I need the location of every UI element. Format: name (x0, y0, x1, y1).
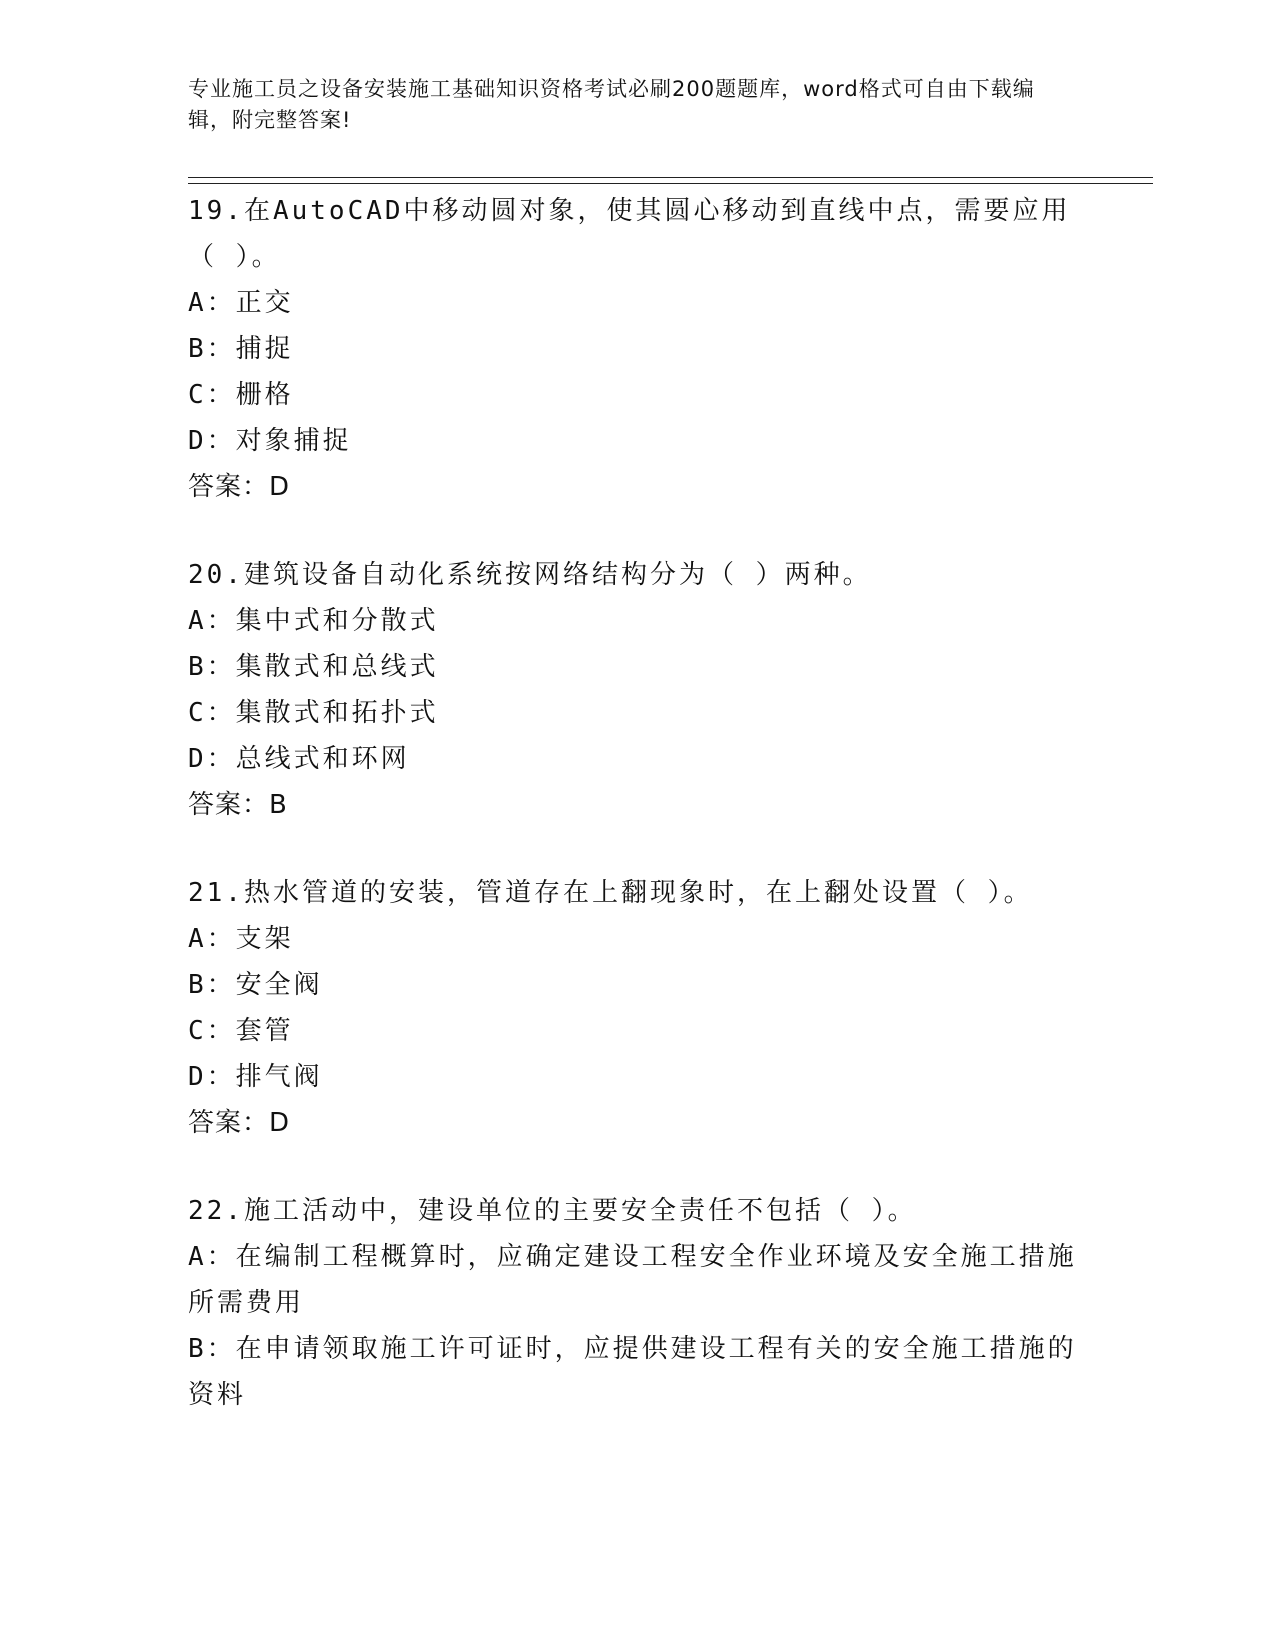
question-20 (188, 552, 1088, 828)
question-22 (188, 1188, 1088, 1418)
option-b: B：集散式和总线式 (188, 652, 439, 682)
option-d: D：排气阀 (188, 1062, 323, 1092)
option-a: A：正交 (188, 288, 294, 318)
question-stem: 20.建筑设备自动化系统按网络结构分为（ ）两种。 (188, 560, 872, 590)
question-stem: 19.在AutoCAD中移动圆对象，使其圆心移动到直线中点，需要应用（ ）。 (188, 196, 1071, 272)
option-d: D：对象捕捉 (188, 426, 352, 456)
option-c: C：套管 (188, 1016, 294, 1046)
question-19 (188, 188, 1088, 510)
option-d: D：总线式和环网 (188, 744, 410, 774)
question-list (188, 188, 1088, 1436)
option-a: A：集中式和分散式 (188, 606, 439, 636)
option-c: C：集散式和拓扑式 (188, 698, 439, 728)
document-intro: 专业施工员之设备安装施工基础知识资格考试必刷200题题库，word格式可自由下载编辑，附完整答案! (188, 77, 1035, 132)
option-b: B：安全阀 (188, 970, 323, 1000)
question-stem: 21.热水管道的安装，管道存在上翻现象时，在上翻处设置（ ）。 (188, 878, 1033, 908)
option-b: B：在申请领取施工许可证时，应提供建设工程有关的安全施工措施的资料 (188, 1334, 1077, 1410)
option-c: C：栅格 (188, 380, 294, 410)
question-21 (188, 870, 1088, 1146)
header-divider-bottom (188, 183, 1153, 184)
answer-line: 答案：D (188, 1108, 291, 1138)
question-stem: 22.施工活动中，建设单位的主要安全责任不包括（ ）。 (188, 1196, 917, 1226)
answer-line: 答案：B (188, 790, 288, 820)
option-a: A：在编制工程概算时，应确定建设工程安全作业环境及安全施工措施所需费用 (188, 1242, 1077, 1318)
header-divider-top (188, 177, 1153, 178)
answer-line: 答案：D (188, 472, 291, 502)
option-b: B：捕捉 (188, 334, 294, 364)
option-a: A：支架 (188, 924, 294, 954)
